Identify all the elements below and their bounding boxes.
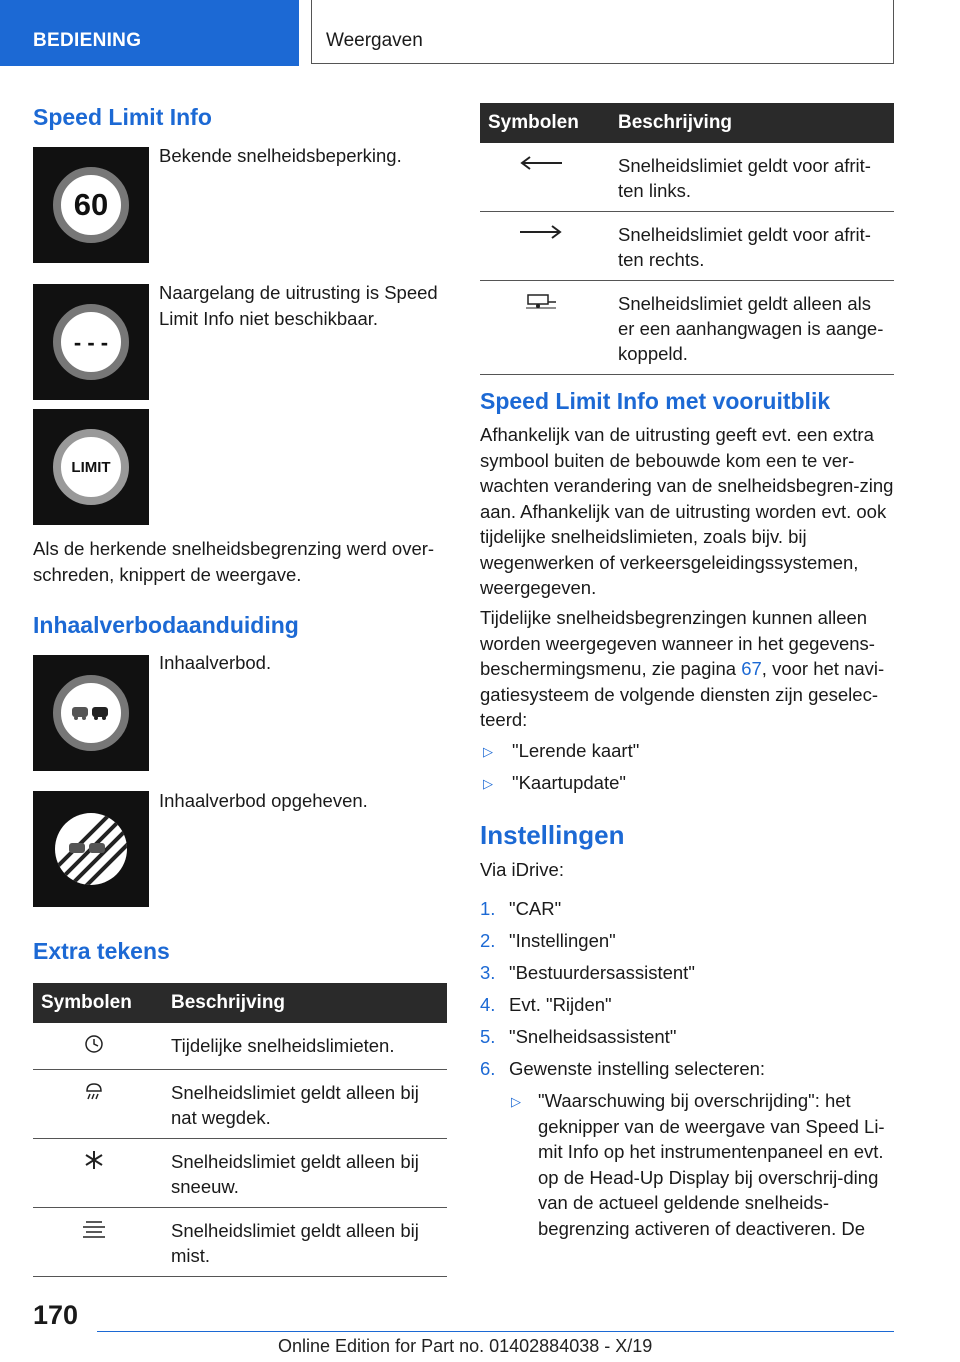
- speed-limit-title: Speed Limit Info: [33, 104, 212, 130]
- row-desc: Snelheidslimiet geldt alleen bij mist.: [163, 1208, 447, 1277]
- sign4-description: Inhaalverbod.: [159, 652, 272, 673]
- exceed-paragraph: Als de herkende snelheidsbegrenzing werd over-schreden, knippert de weergave.: [33, 538, 435, 585]
- preview-paragraph-2: Tijdelijke snelheidsbegrenzingen kunnen alleen worden weergegeven wanneer in het gegevens-beschermingsmenu, zie pagina 67, voor het navi-gatiesysteem de volgende diensten zijn geselec-teerd:: [480, 607, 885, 730]
- table-row: [33, 1208, 447, 1277]
- col-symbol-header: Symbolen: [33, 983, 163, 1023]
- chapter-tab: [311, 0, 894, 64]
- arrow-left-icon: [518, 153, 564, 173]
- sign-60-text: 60: [73, 187, 109, 222]
- row-desc: Snelheidslimiet geldt alleen bij nat wegdek.: [163, 1070, 447, 1139]
- overtaking-title: Inhaalverbodaanduiding: [33, 612, 299, 638]
- trailer-icon: [524, 291, 558, 311]
- overtaking-lifted-image: [33, 791, 149, 907]
- triangle-bullet-icon: ▷: [511, 1094, 521, 1109]
- sign-limit-text: LIMIT: [71, 459, 111, 476]
- triangle-bullet-icon: ▷: [483, 744, 493, 759]
- section-label: BEDIENING: [33, 30, 142, 51]
- row-desc: Tijdelijke snelheidslimieten.: [163, 1023, 447, 1070]
- end-restriction-icon: [33, 791, 149, 907]
- col-symbol-header: Symbolen: [480, 103, 610, 143]
- row-desc: Snelheidslimiet geldt alleen als er een aanhangwagen is aange-koppeld.: [610, 281, 894, 375]
- sign1-description: Bekende snelheidsbeperking.: [159, 145, 402, 166]
- table-row: [33, 1023, 447, 1070]
- sign-dashes-text: - - -: [73, 330, 109, 355]
- via-idrive: Via iDrive:: [480, 859, 564, 880]
- speed-limit-unavailable-image: [33, 284, 149, 400]
- speed-limit-limit-image: [33, 409, 149, 525]
- snowflake-icon: [83, 1149, 105, 1171]
- page-number: 170: [33, 1300, 79, 1330]
- extra-signs-title: Extra tekens: [33, 938, 170, 964]
- col-desc-header: Beschrijving: [163, 983, 447, 1023]
- row-desc: Snelheidslimiet geldt alleen bij sneeuw.: [163, 1139, 447, 1208]
- no-overtaking-image: [33, 655, 149, 771]
- speed-limit-60-image: [33, 147, 149, 263]
- two-cars-icon: [61, 683, 121, 743]
- table-row: [480, 143, 894, 212]
- page-67-link[interactable]: 67: [741, 658, 762, 679]
- table-row: [480, 281, 894, 375]
- exit-signs-table: [480, 103, 894, 375]
- row-desc: Snelheidslimiet geldt voor afrit-ten rechts.: [610, 212, 894, 281]
- footer-divider: [97, 1331, 894, 1332]
- section-tab: [0, 0, 299, 66]
- rain-icon: [82, 1080, 106, 1102]
- table-row: [480, 212, 894, 281]
- fog-icon: [81, 1218, 107, 1240]
- table-row: [33, 1139, 447, 1208]
- preview-title: Speed Limit Info met vooruitblik: [480, 388, 831, 414]
- preview-paragraph-1: Afhankelijk van de uitrusting geeft evt. een extra symbool buiten de bebouwde kom een te ver-wachten verandering van de snelheidsbegren-zing aan. Afhankelijk van de uitrusting worden evt. ook tijdelijke snelheidslimieten, zoals bijv. bij wegenwerken of verkeersgeleidingssystemen, weergegeven.: [480, 424, 894, 598]
- col-desc-header: Beschrijving: [610, 103, 894, 143]
- chapter-label: Weergaven: [326, 30, 423, 51]
- row-desc: Snelheidslimiet geldt voor afrit-ten links.: [610, 143, 894, 212]
- triangle-bullet-icon: ▷: [483, 776, 493, 791]
- extra-signs-table: [33, 983, 447, 1277]
- sign2-description: Naargelang de uitrusting is Speed Limit Info niet beschikbaar.: [159, 282, 438, 329]
- settings-title: Instellingen: [480, 820, 625, 850]
- clock-icon: [83, 1033, 105, 1055]
- table-row: [33, 1070, 447, 1139]
- footer-edition: Online Edition for Part no. 01402884038 - X/19: [278, 1336, 653, 1356]
- arrow-right-icon: [518, 222, 564, 242]
- sign5-description: Inhaalverbod opgeheven.: [159, 790, 368, 811]
